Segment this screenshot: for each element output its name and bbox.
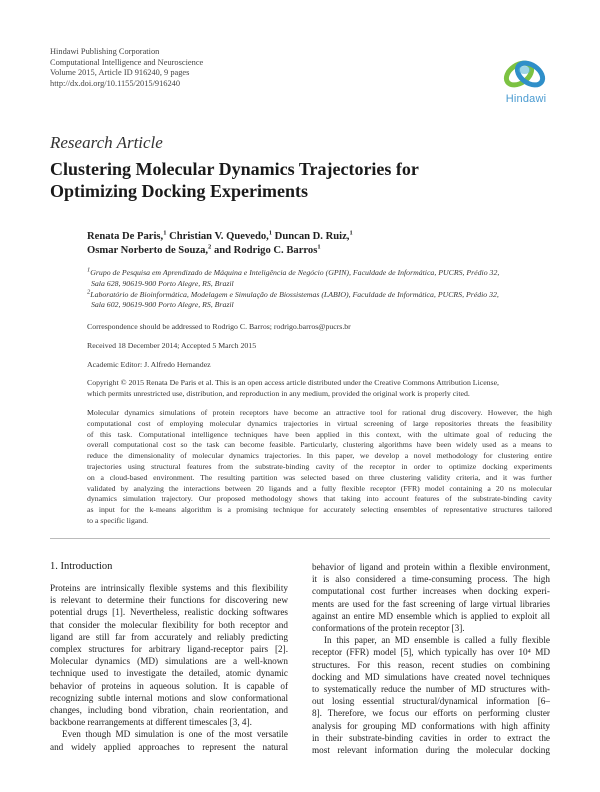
body-line: to systematically reduce the number of MD structures with- bbox=[312, 684, 550, 695]
author-affil-sup: 2 bbox=[208, 243, 212, 251]
body-column-left bbox=[50, 582, 288, 753]
affiliation-line: Sala 628, 90619-900 Porto Alegre, RS, Brazil bbox=[91, 278, 234, 288]
abstract-line: validated by analyzing the interactions between 20 ligands and a fully flexible receptor (FFR) model containing a 20 ns molecular bbox=[87, 483, 552, 493]
article-type: Research Article bbox=[50, 133, 163, 152]
author-affil-sup: 1 bbox=[268, 229, 273, 237]
author-line bbox=[87, 230, 547, 244]
hindawi-logo-text: Hindawi bbox=[505, 93, 547, 105]
author-name: and Rodrigo C. Barros bbox=[211, 245, 318, 256]
body-line: behavior of proteins in aqueous solution. It is capable of bbox=[50, 680, 288, 691]
correspondence: Correspondence should be addressed to Rodrigo C. Barros; rodrigo.barros@pucrs.br bbox=[87, 322, 351, 331]
body-line: in their substrate-binding cavities in order to extract the bbox=[312, 732, 550, 743]
abstract-line: to a specific ligand. bbox=[87, 515, 149, 525]
abstract-line: of this task. Computational intelligence techniques have been applied in this context, with the ultimate goal of reducing the bbox=[87, 429, 552, 439]
body-line: Proteins are intrinsically flexible systems and this flexibility bbox=[50, 583, 288, 593]
author-affil-sup: 1 bbox=[317, 243, 321, 251]
author-name: Christian V. Quevedo, bbox=[166, 231, 269, 242]
body-line: changes, including bond vibration, chain reorientation, and bbox=[50, 705, 288, 716]
copyright-notice bbox=[87, 378, 552, 400]
abstract-line: on a cloud-based environment. The resulting partition was selected based on three clustering validity criteria, and it was further bbox=[87, 472, 552, 482]
body-line: recognizing subtle internal motions and slow conformational bbox=[50, 692, 288, 703]
body-line: it is also considered a time-consuming process. The high bbox=[312, 574, 550, 585]
body-line: that consider the molecular flexibility for both receptor and bbox=[50, 619, 288, 630]
paper-title bbox=[50, 158, 530, 202]
affiliation-line bbox=[87, 268, 552, 279]
body-line: ments are used for the fast screening of large virtual libraries bbox=[312, 598, 550, 609]
body-column-right bbox=[312, 561, 550, 756]
body-line: In this paper, an MD ensemble is called a fully flexible bbox=[324, 635, 550, 646]
body-line: 8]. Therefore, we focus our efforts on performing cluster bbox=[312, 708, 550, 719]
doi-link[interactable]: http://dx.doi.org/10.1155/2015/916240 bbox=[50, 78, 181, 88]
body-line: computational cost further increases when docking experi- bbox=[312, 586, 550, 597]
title-line: Optimizing Docking Experiments bbox=[50, 181, 309, 201]
author-affil-sup: 1 bbox=[163, 229, 167, 237]
affil-sup: 2 bbox=[87, 288, 91, 295]
author-line bbox=[87, 244, 547, 258]
body-line: conformations of the protein receptor [3]. bbox=[312, 623, 465, 634]
body-line: against an entire MD ensemble which is applied to exploit all bbox=[312, 610, 550, 621]
body-line: behavior of ligand and protein within a flexible environment, bbox=[312, 562, 550, 572]
section-divider bbox=[50, 538, 550, 539]
body-line: Molecular dynamics (MD) simulations are a well-known bbox=[50, 656, 288, 667]
abstract-line: as input for the k-means algorithm is a promising technique for accurately selecting ensembles of representative structures tailored bbox=[87, 505, 552, 515]
body-line: and widely applied approaches to represent the natural bbox=[50, 741, 288, 752]
abstract-line: reduce the dimensionality of molecular dynamics trajectories. In this paper, we develop a novel methodology for clustering entire bbox=[87, 451, 552, 461]
abstract-line: overall computational cost so the task can become feasible. Particularly, clustering algorithms have been widely used as a means to bbox=[87, 440, 552, 450]
section-heading: 1. Introduction bbox=[50, 561, 113, 572]
abstract-line: Molecular dynamics simulations of protein receptors have become an attractive tool for rational drug discovery. However, the high bbox=[87, 408, 552, 417]
author-name: Renata De Paris, bbox=[87, 231, 164, 242]
affiliation-text: Grupo de Pesquisa em Aprendizado de Máquina e Inteligência de Negócio (GPIN), Faculdade de Informática, PUCRS, Prédio 32, bbox=[90, 268, 500, 277]
affiliation-line: Sala 602, 90619-900 Porto Alegre, RS, Brazil bbox=[91, 300, 234, 310]
body-line: ligand are still far from accurately and reliably predicting bbox=[50, 631, 288, 642]
body-line: Even though MD simulation is one of the most versatile bbox=[62, 729, 288, 740]
title-line: Clustering Molecular Dynamics Trajectories for bbox=[50, 159, 419, 179]
body-line: complex structures for arbitrary ligand-receptor pairs [2]. bbox=[50, 644, 288, 655]
body-line: docking and MD simulations have created novel techniques bbox=[312, 671, 550, 682]
journal-name: Computational Intelligence and Neuroscience bbox=[50, 57, 204, 67]
body-line: receptor (FFR) model [5], which typically has over 10⁴ MD bbox=[312, 647, 550, 658]
body-line: is relevant to determine their functions for discovering new bbox=[50, 595, 288, 606]
received-dates: Received 18 December 2014; Accepted 5 March 2015 bbox=[87, 341, 257, 350]
author-list bbox=[87, 230, 547, 258]
academic-editor: Academic Editor: J. Alfredo Hernandez bbox=[87, 360, 211, 369]
affil-sup: 1 bbox=[87, 266, 91, 274]
abstract-line: trajectories using structural features from the substrate-binding cavity of the receptor in order to optimize docking experiments bbox=[87, 461, 552, 471]
abstract bbox=[87, 408, 552, 527]
body-line: potential drugs [1]. Nevertheless, realistic docking softwares bbox=[50, 607, 288, 618]
volume-info: Volume 2015, Article ID 916240, 9 pages bbox=[50, 68, 190, 78]
abstract-line: computational cost of employing molecular dynamics trajectories in virtual screening of large repositories threats the feasibility bbox=[87, 418, 552, 428]
body-line: technique used to investigate the detailed, atomic dynamic bbox=[50, 668, 288, 679]
body-line: structures. For this reason, recent studies on combining bbox=[312, 659, 550, 670]
affiliations bbox=[87, 268, 552, 311]
copyright-line: Copyright © 2015 Renata De Paris et al. This is an open access article distributed under the Creative Commons Attribution License, bbox=[87, 378, 499, 387]
author-affil-sup: 1 bbox=[349, 229, 353, 237]
author-name: Osmar Norberto de Souza, bbox=[87, 245, 209, 256]
affiliation-line bbox=[87, 290, 552, 301]
body-line: out losing essential structural/dynamical information [6– bbox=[312, 696, 550, 707]
publisher: Hindawi Publishing Corporation bbox=[50, 47, 160, 56]
author-name: Duncan D. Ruiz, bbox=[272, 231, 350, 242]
body-line: most relevant information during the molecular docking bbox=[312, 745, 550, 756]
journal-header bbox=[50, 47, 203, 89]
copyright-line: which permits unrestricted use, distribution, and reproduction in any medium, provided the original work is properly cited. bbox=[87, 388, 470, 398]
body-line: backbone rearrangements at different timescales [3, 4]. bbox=[50, 717, 252, 728]
abstract-line: dynamics simulation trajectory. Our proposed methodology shows that taking into account features of the substrate-binding cavity bbox=[87, 494, 552, 504]
affiliation-text: Laboratório de Bioinformática, Modelagem e Simulação de Biossistemas (LABIO), Faculdade de Informática, PUCRS, Prédio 32, bbox=[90, 289, 499, 299]
body-line: analysis for grouping MD conformations with high affinity bbox=[312, 720, 550, 731]
